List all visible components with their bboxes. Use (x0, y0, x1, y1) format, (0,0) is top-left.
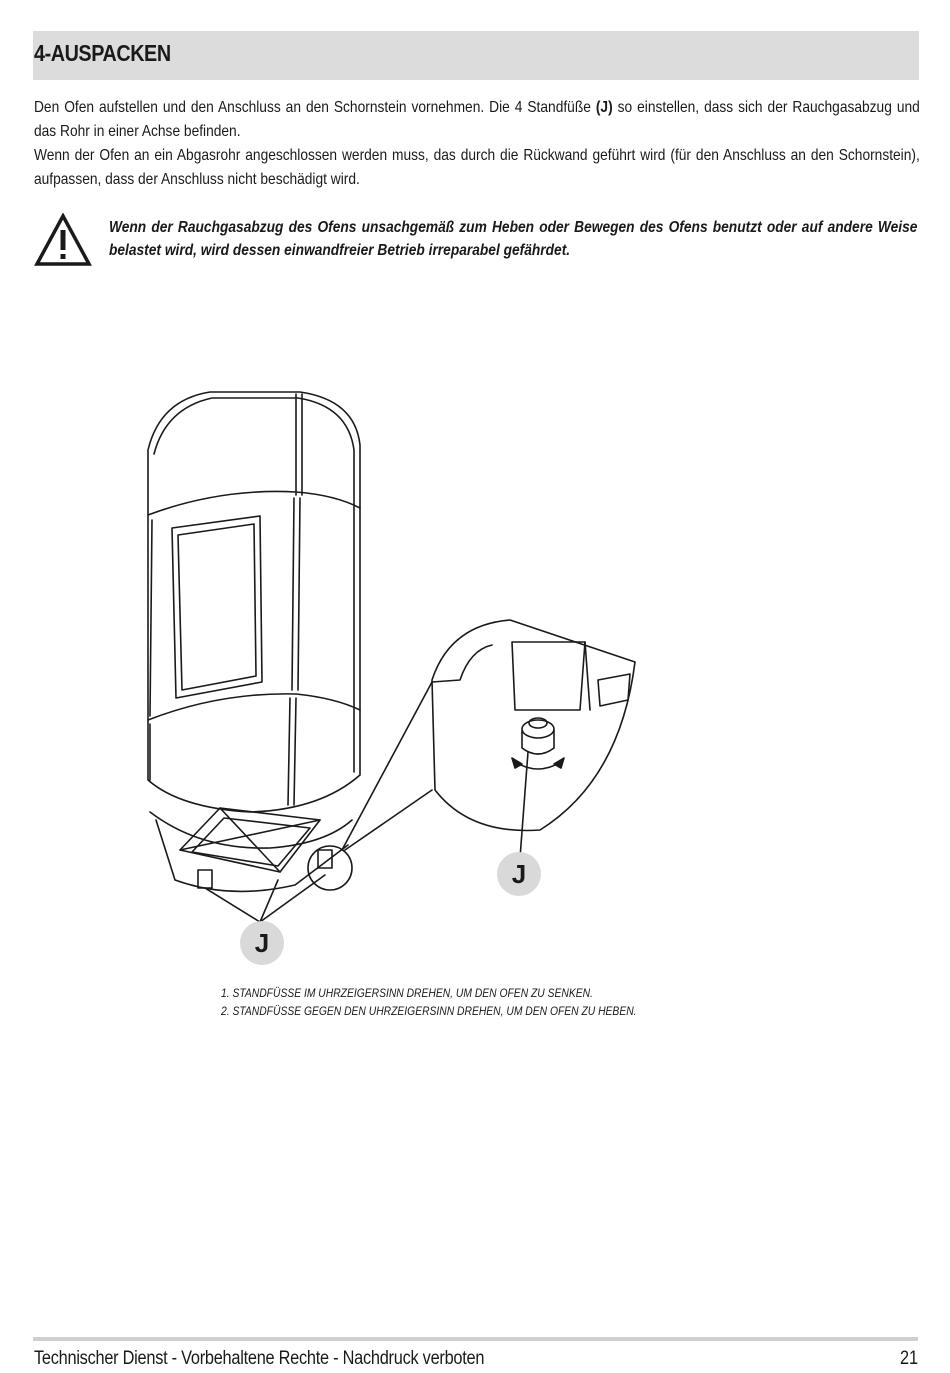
footer-text: Technischer Dienst - Vorbehaltene Rechte - Nachdruck verboten (34, 1348, 485, 1369)
body-text (34, 96, 920, 192)
paragraph-1 (34, 96, 920, 144)
instruction-item: 1. STANDFÜSSE IM UHRZEIGERSINN DREHEN, UM DEN OFEN ZU SENKEN. (221, 986, 593, 1000)
paragraph-1-start: Den Ofen aufstellen und den Anschluss an den Schornstein vornehmen. Die 4 Standfüße (34, 99, 596, 116)
section-title: 4-AUSPACKEN (34, 40, 171, 66)
instruction-item: 2. STANDFÜSSE GEGEN DEN UHRZEIGERSINN DREHEN, UM DEN OFEN ZU HEBEN. (221, 1004, 637, 1018)
paragraph-2: Wenn der Ofen an ein Abgasrohr angeschlossen werden muss, das durch die Rückwand geführt wird (für den Anschluss an den Schornstein), aufpassen, dass der Anschluss nicht beschädigt wird. (34, 147, 920, 188)
footer-divider (33, 1337, 918, 1341)
stove-base (150, 808, 352, 891)
foot-label-right: J (497, 852, 541, 896)
foot-pointer-lines (205, 875, 325, 922)
page-number: 21 (899, 1348, 918, 1369)
stove-illustration (120, 380, 660, 980)
foot-detail-view (432, 620, 635, 858)
warning-triangle-icon (34, 213, 92, 267)
foot-reference: (J) (595, 99, 613, 116)
paragraph-1-end: so einstellen, dass sich der Rauchgasabzug und das Rohr in einer Achse befinden. (34, 99, 920, 140)
warning-block (34, 210, 918, 270)
adjustment-instructions (221, 984, 637, 1020)
stove-body (148, 392, 360, 812)
foot-label-left: J (240, 921, 284, 965)
warning-text: Wenn der Rauchgasabzug des Ofens unsachgemäß zum Heben oder Bewegen des Ofens benutzt oder auf andere Weise belastet wird, wird dessen einwandfreier Betrieb irreparabel gefährdet. (109, 219, 918, 259)
